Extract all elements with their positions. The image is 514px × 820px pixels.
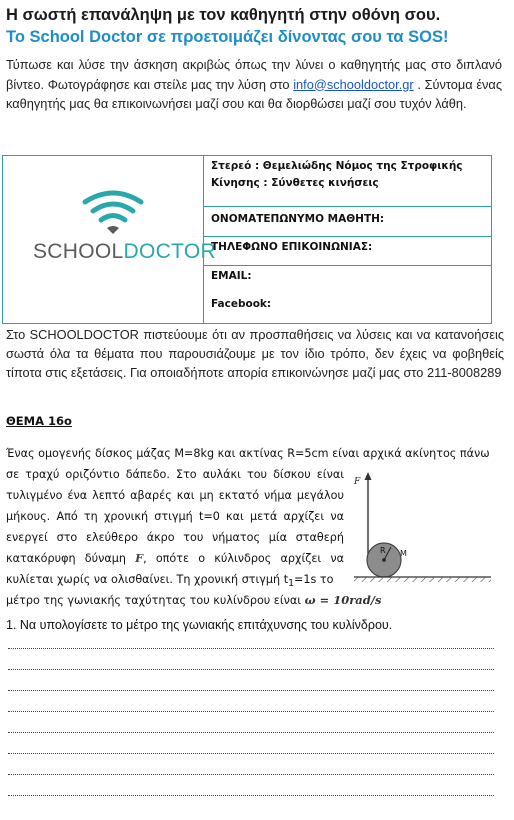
problem-text-part3: =1s το (294, 573, 334, 586)
force-label: F (354, 477, 361, 487)
radius-label: R (380, 546, 386, 555)
phone-label: ΤΗΛΕΦΩΝΟ ΕΠΙΚΟΙΝΩΝΙΑΣ: (211, 241, 373, 253)
answer-line[interactable] (8, 648, 494, 649)
answer-line[interactable] (8, 795, 494, 796)
answer-line[interactable] (8, 711, 494, 712)
intro-paragraph (6, 55, 502, 114)
problem-last-line (6, 590, 406, 611)
header-title-line2: Το School Doctor σε προετοιμάζει δίνοντας σου τα SOS! (6, 28, 449, 46)
student-name-row (204, 207, 491, 237)
force-vector-symbol: F (135, 551, 144, 565)
answer-line[interactable] (8, 774, 494, 775)
intro-text-start: Τύπωσε και λύσε την άσκηση ακριβώς όπως την λύνει ο καθηγητής μας στο διπλανό βίντεο. Φωτογράφησε και στείλε μας την λύση στο (6, 57, 502, 92)
intro-text-end: . Σύντομα ένας καθηγητής μας θα επικοινωνήσει μαζί σου και θα διορθώσει μαζί σου τυχόν λάθη. (6, 76, 502, 111)
email-link[interactable]: info@schooldoctor.gr (293, 76, 414, 92)
time-subscript: 1 (288, 578, 295, 590)
logo-text-doctor: DOCTOR (123, 240, 216, 263)
logo-cell (3, 156, 216, 323)
mass-label: M (400, 549, 407, 558)
facebook-label: Facebook: (211, 298, 272, 310)
omega-value: ω = 10rad/s (304, 593, 382, 607)
answer-line[interactable] (8, 690, 494, 691)
header-title-line1: Η σωστή επανάληψη με τον καθηγητή στην οθόνη σου. (6, 6, 441, 24)
problem-last-text: μέτρο της γωνιακής ταχύτητας του κυλίνδρου είναι (6, 594, 305, 607)
force-arrow-icon (365, 472, 372, 480)
email-label: EMAIL: (211, 270, 252, 282)
question-1: 1. Να υπολογίσετε το μέτρο της γωνιακής επιτάχυνσης του κυλίνδρου. (6, 618, 393, 632)
ground-hatch (354, 577, 491, 582)
problem-line1: Ένας ομογενής δίσκος μάζας Μ=8kg και ακτίνας R=5cm είναι αρχικά ακίνητος πάνω (6, 447, 490, 460)
problem-heading: ΘΕΜΑ 16ο (6, 414, 72, 428)
info-table (2, 155, 492, 324)
answer-line[interactable] (8, 669, 494, 670)
wifi-signal-icon (81, 188, 145, 236)
problem-text-part2: , οπότε ο κύλινδρος αρχίζει να κυλίεται χωρίς να ολισθαίνει. Τη χρονική στιγμή t (6, 552, 344, 586)
subject-row (204, 156, 491, 207)
problem-body (6, 464, 344, 594)
answer-line[interactable] (8, 732, 494, 733)
student-name-label: ΟΝΟΜΑΤΕΠΩΝΥΜΟ ΜΑΘΗΤΗ: (211, 213, 385, 225)
email-facebook-row (204, 266, 491, 323)
logo-text-school: SCHOOL (33, 240, 124, 263)
phone-row (204, 237, 491, 266)
logo-wordmark (33, 240, 216, 264)
subject-line2: Κίνησης : Σύνθετες κινήσεις (211, 177, 379, 189)
answer-line[interactable] (8, 753, 494, 754)
problem-text-part1: σε τραχύ οριζόντιο δάπεδο. Στο αυλάκι του δίσκου είναι τυλιγμένο ένα λεπτό αβαρές και μη εκτατό νήμα μεγάλου μήκους. Από τη χρονική στιγμή t=0 και μετά αρχίζει να ενεργεί στο ελεύθερο άκρο του νήματος μία σταθερή κατακόρυφη δύναμη (6, 468, 344, 565)
info-paragraph: Στο SCHOOLDOCTOR πιστεύουμε ότι αν προσπαθήσεις να λύσεις και να κατανοήσεις σωστά όλα τα θέματα που παρουσιάζουμε με τον ίδιο τρόπο, δεν έχεις να φοβηθείς τίποτα στις εξετάσεις. Για οποιαδήποτε απορία επικοινώνησε μαζί μας στο 211-8008289 (6, 327, 504, 380)
subject-line1: Στερεό : Θεμελιώδης Νόμος της Στροφικής (211, 160, 463, 172)
disk-diagram (346, 470, 496, 582)
